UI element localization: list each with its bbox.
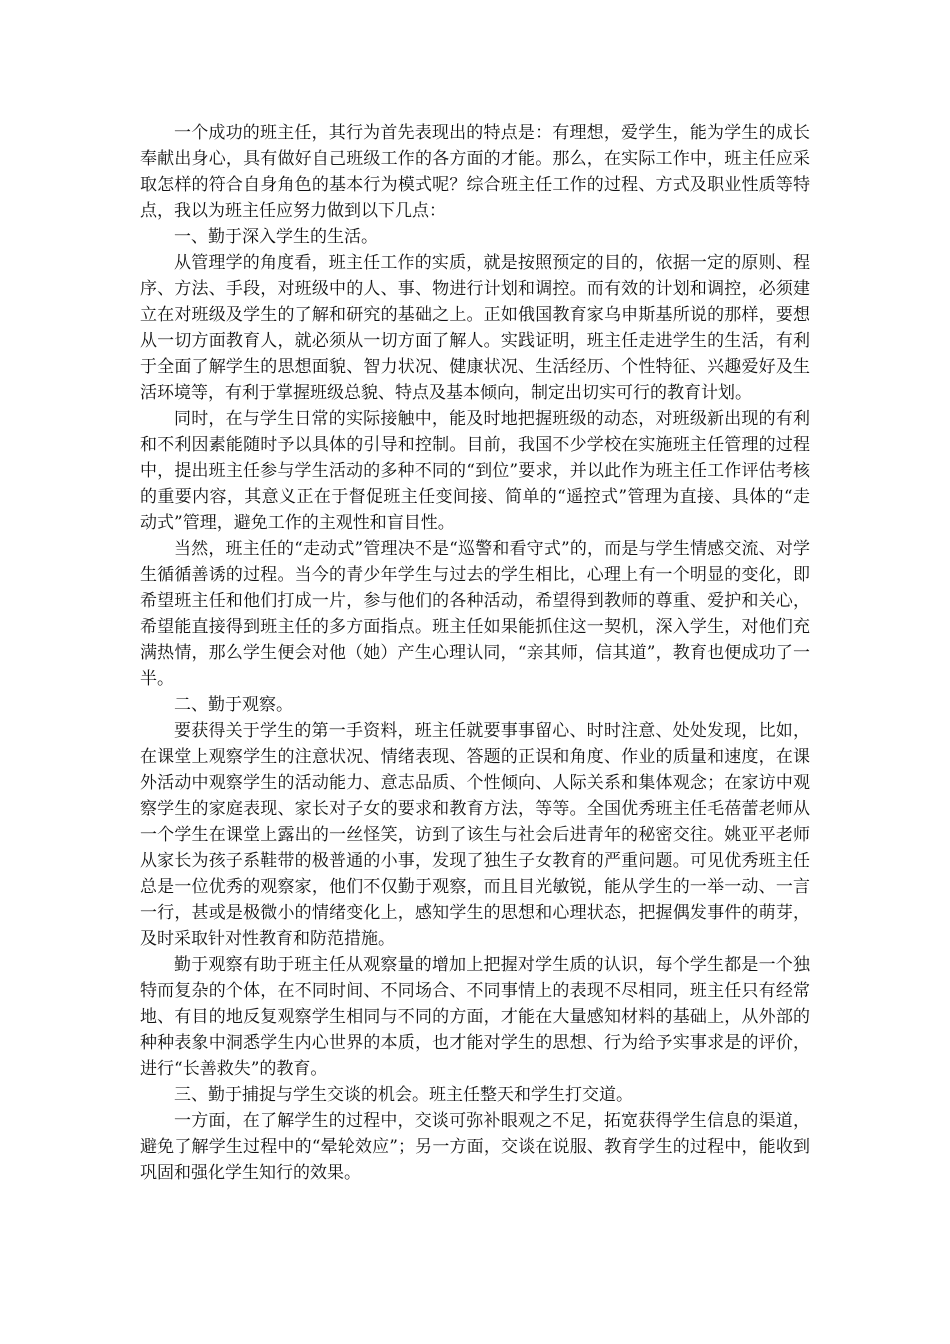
body-paragraph: 同时，在与学生日常的实际接触中，能及时地把握班级的动态，对班级新出现的有利和不利因素能随时予以具体的引导和控制。目前，我国不少学校在实施班主任管理的过程中，提出班主任参与学生活动的多种不同的“到位”要求，并以此作为班主任工作评估考核的重要内容，其意义正在于督促班主任变间接、简单的“遥控式”管理为直接、具体的“走动式”管理，避免工作的主观性和盲目性。 xyxy=(140,409,810,533)
document-body xyxy=(140,120,810,1186)
body-paragraph: 从管理学的角度看，班主任工作的实质，就是按照预定的目的，依据一定的原则、程序、方法、手段，对班级中的人、事、物进行计划和调控。而有效的计划和调控，必须建立在对班级及学生的了解和研究的基础之上。正如俄国教育家乌申斯基所说的那样，要想从一切方面教育人，就必须从一切方面了解人。实践证明，班主任走进学生的生活，有利于全面了解学生的思想面貌、智力状况、健康状况、生活经历、个性特征、兴趣爱好及生活环境等，有利于掌握班级总貌、特点及基本倾向，制定出切实可行的教育计划。 xyxy=(140,253,810,403)
body-paragraph: 勤于观察有助于班主任从观察量的增加上把握对学生质的认识，每个学生都是一个独特而复杂的个体，在不同时间、不同场合、不同事情上的表现不尽相同，班主任只有经常地、有目的地反复观察学生相同与不同的方面，才能在大量感知材料的基础上，从外部的种种表象中洞悉学生内心世界的本质，也才能对学生的思想、行为给予实事求是的评价，进行“长善救失”的教育。 xyxy=(140,955,810,1079)
intro-paragraph: 一个成功的班主任，其行为首先表现出的特点是：有理想，爱学生，能为学生的成长奉献出身心，具有做好自己班级工作的各方面的才能。那么，在实际工作中，班主任应采取怎样的符合自身角色的基本行为模式呢？综合班主任工作的过程、方式及职业性质等特点，我以为班主任应努力做到以下几点： xyxy=(140,123,810,221)
body-paragraph: 一方面，在了解学生的过程中，交谈可弥补眼观之不足，拓宽获得学生信息的渠道，避免了解学生过程中的“晕轮效应”；另一方面，交谈在说服、教育学生的过程中，能收到巩固和强化学生知行的效果。 xyxy=(140,1111,810,1183)
body-paragraph: 要获得关于学生的第一手资料，班主任就要事事留心、时时注意、处处发现，比如，在课堂上观察学生的注意状况、情绪表现、答题的正误和角度、作业的质量和速度，在课外活动中观察学生的活动能力、意志品质、个性倾向、人际关系和集体观念；在家访中观察学生的家庭表现、家长对子女的要求和教育方法，等等。全国优秀班主任毛蓓蕾老师从一个学生在课堂上露出的一丝怪笑，访到了该生与社会后进青年的秘密交往。姚亚平老师从家长为孩子系鞋带的极普通的小事，发现了独生子女教育的严重问题。可见优秀班主任总是一位优秀的观察家，他们不仅勤于观察，而且目光敏锐，能从学生的一举一动、一言一行，甚或是极微小的情绪变化上，感知学生的思想和心理状态，把握偶发事件的萌芽，及时采取针对性教育和防范措施。 xyxy=(140,721,810,949)
section-heading-2: 二、勤于观察。 xyxy=(174,695,293,715)
section-heading-3: 三、勤于捕捉与学生交谈的机会。班主任整天和学生打交道。 xyxy=(174,1085,633,1105)
section-heading-1: 一、勤于深入学生的生活。 xyxy=(174,227,378,247)
body-paragraph: 当然，班主任的“走动式”管理决不是“巡警和看守式”的，而是与学生情感交流、对学生循循善诱的过程。当今的青少年学生与过去的学生相比，心理上有一个明显的变化，即希望班主任和他们打成一片，参与他们的各种活动，希望得到教师的尊重、爱护和关心，希望能直接得到班主任的多方面指点。班主任如果能抓住这一契机，深入学生，对他们充满热情，那么学生便会对他（她）产生心理认同，“亲其师，信其道”，教育也便成功了一半。 xyxy=(140,539,810,689)
